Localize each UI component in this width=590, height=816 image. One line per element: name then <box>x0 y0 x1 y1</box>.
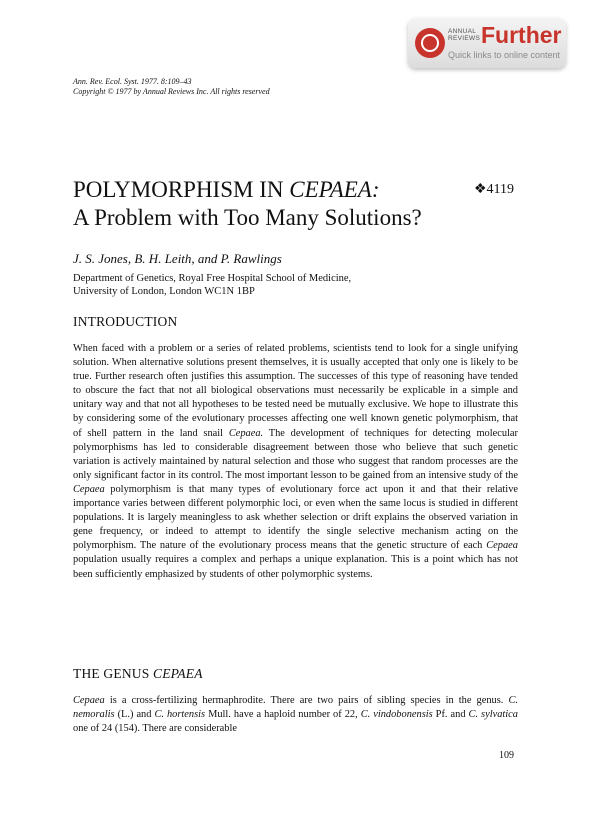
title-line2: A Problem with Too Many Solutions? <box>73 205 422 230</box>
section-heading-introduction: INTRODUCTION <box>73 314 178 329</box>
affiliation-line1: Department of Genetics, Royal Free Hospital School of Medicine, <box>73 273 352 284</box>
intro-genus-2: Cepaea <box>73 483 105 495</box>
species-hortensis: C. hortensis <box>154 709 206 721</box>
intro-text-3: polymorphism is that many types of evolutionary force act upon it and that their relative importance varies between different polymorphic loci, or even when the same locus is studied in different populations. It is largely meaningless to ask whether selection or drift explains the observed variation in gene frequency, or indeed to attempt to identify the single selective mechanism acting on the polymorphism. The nature of the evolutionary process means that the genetic structure of each <box>73 483 518 552</box>
genus-text-4: Pf. and <box>432 709 469 721</box>
copyright-notice: Copyright © 1977 by Annual Reviews Inc. All rights reserved <box>73 87 270 96</box>
badge-title: Further <box>481 22 562 48</box>
genus-paragraph <box>73 694 518 736</box>
genus-text-5: one of 24 (154). There are considerable <box>73 723 237 735</box>
title-line1: POLYMORPHISM IN <box>73 177 290 202</box>
species-vindobonensis: C. vindobonensis <box>360 709 433 721</box>
intro-text-4: population usually requires a complex and perhaps a unique explanation. This is a point which has not been sufficiently emphasized by students of other polymorphic systems. <box>73 554 518 580</box>
intro-text-1: When faced with a problem or a series of related problems, scientists tend to look for a single unifying solution. When alternative solutions present themselves, it is usually accepted that only one is likely to be true. Further research often justifies this assumption. The successes of this type of reasoning have tended to obscure the fact that not all biological observations must necessarily be explicable in a simple and unitary way and that not all hypotheses to be tested need be mutually exclusive. We hope to illustrate this by considering some of the evolutionary processes affecting one well known genetic polymorphism, that of shell pattern in the land snail <box>73 343 518 439</box>
species-nemoralis: C. nemoralis <box>73 695 518 721</box>
genus-name: Cepaea <box>73 695 105 706</box>
genus-text-3: Mull. have a haploid number of 22, <box>205 709 361 721</box>
intro-genus-1: Cepaea. <box>228 427 264 439</box>
species-sylvatica: C. sylvatica <box>468 709 518 721</box>
annual-reviews-logo-icon <box>415 28 445 58</box>
genus-text-2: (L.) and <box>114 709 155 721</box>
title-line1-italic: CEPAEA: <box>289 177 380 202</box>
page-number: 109 <box>499 750 514 761</box>
genus-heading-text: THE GENUS <box>73 666 153 681</box>
intro-text-2: The development of techniques for detecting molecular polymorphisms has led to considerable disagreement between those who believe that such genetic variation is actively maintained by natural selection and those who suggest that random processes are the only significant factor in its control. The most important lesson to be gained from an intensive study of the <box>73 427 518 481</box>
badge-subtitle: ANNUAL REVIEWS <box>448 28 481 42</box>
genus-text-1: is a cross-fertilizing hermaphrodite. There are two pairs of sibling species in the genus. <box>104 695 509 706</box>
annual-reviews-further-badge[interactable] <box>408 18 566 68</box>
badge-tagline: Quick links to online content <box>448 50 561 60</box>
authors: J. S. Jones, B. H. Leith, and P. Rawlings <box>73 251 282 266</box>
section-heading-genus <box>73 666 203 682</box>
introduction-paragraph <box>73 342 518 582</box>
article-title <box>73 176 473 232</box>
article-code: ❖4119 <box>473 182 514 197</box>
journal-citation: Ann. Rev. Ecol. Syst. 1977. 8:109–43 <box>73 77 192 86</box>
intro-genus-3: Cepaea <box>486 540 518 552</box>
genus-heading-italic: CEPAEA <box>153 666 203 681</box>
affiliation-line2: University of London, London WC1N 1BP <box>73 286 255 297</box>
